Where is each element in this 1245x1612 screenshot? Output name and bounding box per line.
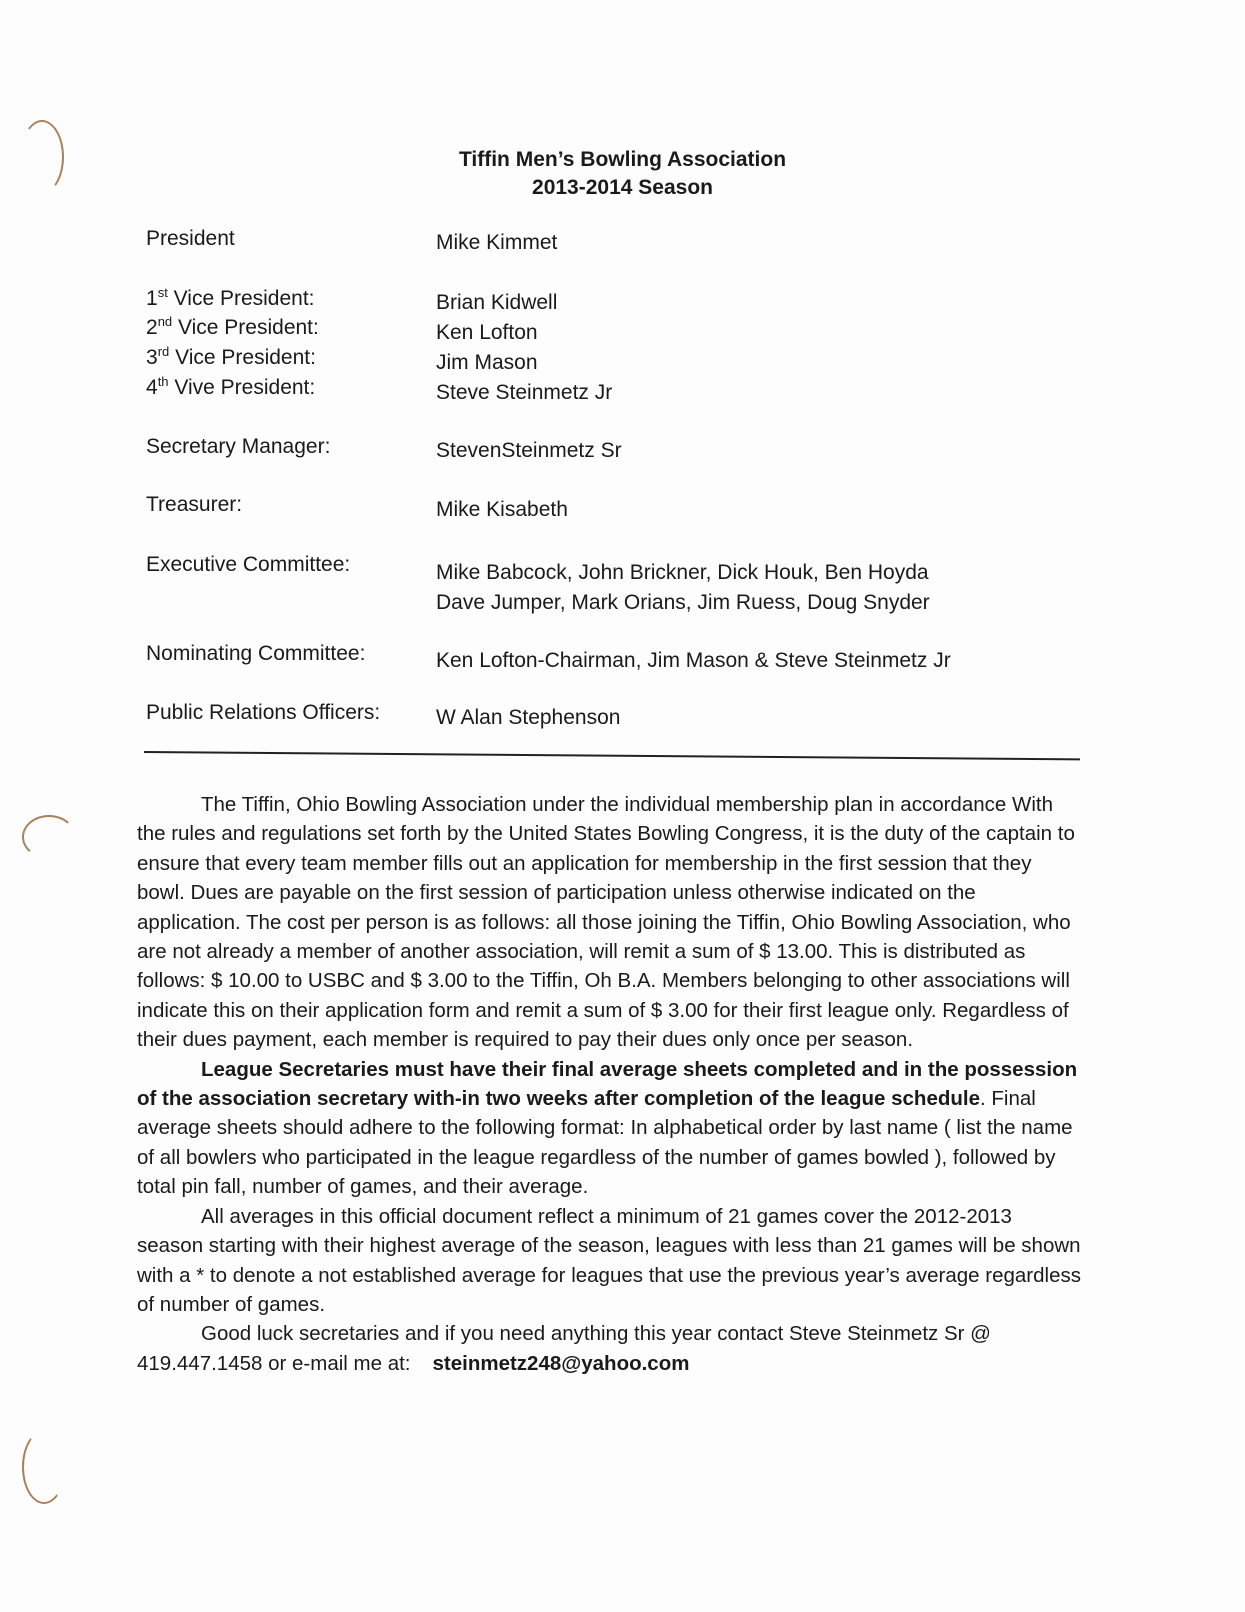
officers-list [0,0,1245,760]
officer-label-president: President [146,227,235,250]
officer-name-2nd-vp: Ken Lofton [436,321,538,344]
officer-label-public-relations: Public Relations Officers: [146,701,381,724]
officer-name-1st-vp: Brian Kidwell [436,291,558,314]
officer-name-4th-vp: Steve Steinmetz Jr [436,381,613,404]
officer-names-executive-committee-line1: Mike Babcock, John Brickner, Dick Houk, Ben Hoyda [436,561,929,584]
officer-label-4th-vp: 4th Vive President: [146,374,316,399]
officer-name-treasurer: Mike Kisabeth [436,498,568,521]
paragraph-averages: All averages in this official document reflect a minimum of 21 games cover the 2012-2013 season starting with their highest average of the season, leagues with less than 21 games will be shown with a * to denote a not established average for leagues that use the previous year’s average regardless of number of games. [137,1204,1081,1316]
officer-label-secretary: Secretary Manager: [146,435,331,458]
average-sheets-deadline: League Secretaries must have their final average sheets completed and in the possession of the association secretary with-in two weeks after completion of the league schedule [137,1057,1078,1111]
officer-name-3rd-vp: Jim Mason [436,351,538,374]
officer-name-president: Mike Kimmet [436,231,558,254]
officer-label-treasurer: Treasurer: [146,493,243,516]
officer-names-nominating-committee: Ken Lofton-Chairman, Jim Mason & Steve Steinmetz Jr [436,649,951,672]
officer-name-secretary: StevenSteinmetz Sr [436,439,622,462]
punch-hole-middle [22,815,76,859]
contact-email: steinmetz248@yahoo.com [432,1351,690,1375]
officer-label-2nd-vp: 2nd Vice President: [146,314,319,339]
paragraph-average-sheets: League Secretaries must have their final average sheets completed and in the possession of the association secretary with-in two weeks after completion of the league schedule. Final average sheets should adhere to the following format: In alphabetical order by last name ( list the name of all bowlers who participated in the league regardless of the number of games bowled ), followed by total pin fall, number of games, and their average. [137,1057,1078,1199]
paragraph-contact: Good luck secretaries and if you need anything this year contact Steve Steinmetz Sr @ 419.447.1458 or e-mail me at: steinmetz248@yahoo.com [137,1322,991,1375]
officer-label-1st-vp: 1st Vice President: [146,285,315,310]
document-title: Tiffin Men’s Bowling Association [458,148,787,171]
paragraph-membership: The Tiffin, Ohio Bowling Association under the individual membership plan in accordance With the rules and regulations set forth by the United States Bowling Congress, it is the duty of the captain to ensure that every team member fills out an application for membership in the first session that they bowl. Dues are payable on the first session of participation unless otherwise indicated on the application. The cost per person is as follows: all those joining the Tiffin, Ohio Bowling Association, who are not already a member of another association, will remit a sum of $ 13.00. This is distributed as follows: $ 10.00 to USBC and $ 3.00 to the Tiffin, Oh B.A. Members belonging to other associations will indicate this on their application form and remit a sum of $ 3.00 for their first league only. Regardless of their dues payment, each member is required to pay their dues only once per season. [137,793,1075,1052]
officer-label-executive-committee: Executive Committee: [146,553,351,576]
officer-label-nominating-committee: Nominating Committee: [146,642,366,665]
policy-text [137,790,1082,1378]
punch-hole-bottom [22,1430,66,1504]
officer-name-public-relations: W Alan Stephenson [436,706,621,729]
officer-label-3rd-vp: 3rd Vice President: [146,344,316,369]
document-season: 2013-2014 Season [532,176,713,199]
officer-names-executive-committee-line2: Dave Jumper, Mark Orians, Jim Ruess, Doug Snyder [436,591,930,614]
